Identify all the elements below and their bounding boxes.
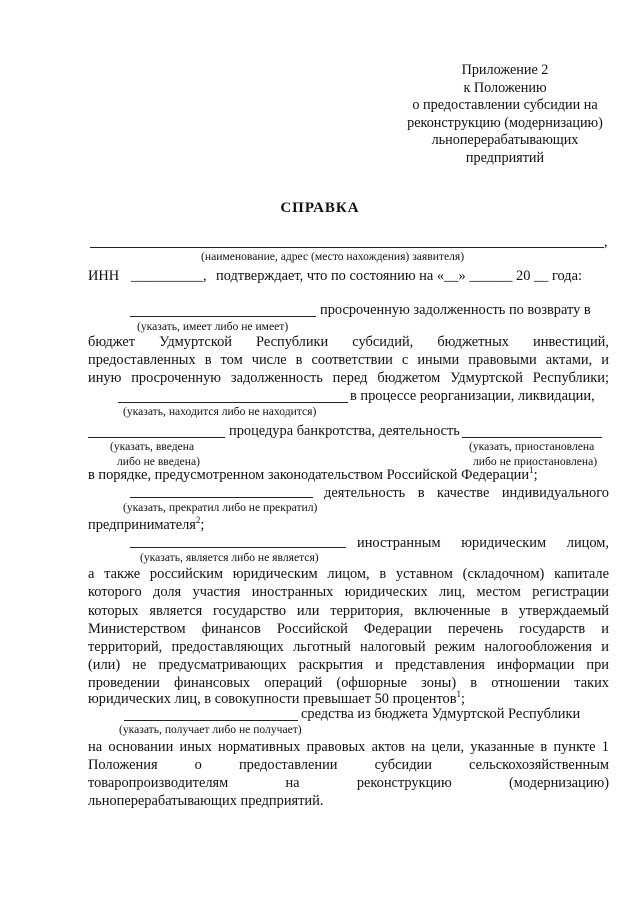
item4-line: Министерством финансов Российской Федерации перечень государств и bbox=[88, 621, 609, 637]
annex-line: к Положению bbox=[463, 79, 547, 96]
item1-line: предоставленных в том числе в соответствии с иными правовыми актами, и bbox=[88, 352, 609, 368]
applicant-end-mark: , bbox=[604, 234, 608, 250]
item4-line: (или) не предусматривающих раскрытия и представления информации при bbox=[88, 657, 609, 673]
item5-last-line: льноперерабатывающих предприятий. bbox=[88, 793, 324, 809]
item4-blank bbox=[130, 547, 346, 548]
annex-block bbox=[380, 62, 630, 168]
item2-blank-left bbox=[88, 437, 225, 438]
item5-line: на основании иных нормативных правовых актов на цели, указанные в пункте 1 bbox=[88, 739, 609, 755]
item4-last-text: юридических лиц, в совокупности превышает 50 процентов bbox=[88, 691, 457, 707]
annex-line: реконструкцию (модернизацию) bbox=[407, 114, 603, 131]
item5-line: товаропроизводителям на реконструкцию (модернизацию) bbox=[88, 775, 609, 791]
applicant-blank bbox=[90, 247, 604, 248]
item1-line: иную просроченную задолженность перед бюджетом Удмуртской Республики; bbox=[88, 370, 609, 386]
footnote-mark: 2 bbox=[195, 515, 201, 526]
item2-line2: процедура банкротства, деятельность bbox=[229, 423, 460, 439]
item2-hint-right: (указать, приостановлена bbox=[469, 440, 595, 453]
item2-line3-text: в порядке, предусмотренном законодательством Российской Федерации bbox=[88, 467, 530, 483]
item1-hint: (указать, имеет либо не имеет) bbox=[137, 320, 289, 333]
item2-hint-left: (указать, введена bbox=[110, 440, 195, 453]
item4-line: которого доля участия иностранных юридических лиц, местом регистрации bbox=[88, 584, 609, 600]
item4-last-end: ; bbox=[461, 691, 466, 707]
item3-line2 bbox=[88, 517, 204, 534]
item2-text: в процессе реорганизации, ликвидации, bbox=[350, 388, 595, 404]
item1-text: просроченную задолженность по возврату в bbox=[320, 302, 591, 318]
item3-blank bbox=[130, 497, 313, 498]
annex-line: предприятий bbox=[465, 149, 545, 166]
item1-line: бюджет Удмуртской Республики субсидий, бюджетных инвестиций, bbox=[88, 334, 609, 350]
item5-text: средства из бюджета Удмуртской Республики bbox=[301, 706, 581, 722]
item2-hint-left: либо не введена) bbox=[117, 455, 200, 468]
item4-line: проведении финансовых операций (офшорные зоны) в отношении таких bbox=[88, 675, 609, 691]
annex-line: о предоставлении субсидии на bbox=[412, 97, 598, 114]
item5-hint: (указать, получает либо не получает) bbox=[119, 723, 302, 736]
item2-line3 bbox=[88, 467, 538, 484]
footnote-mark: 1 bbox=[529, 465, 534, 476]
item2-line3-end: ; bbox=[533, 467, 538, 483]
item2-blank bbox=[118, 402, 348, 403]
item4-line: территорий, предоставляющих льготный налоговый режим налогообложения и bbox=[88, 639, 609, 655]
item3-line2-end: ; bbox=[200, 517, 205, 533]
item4-line: которых является государство или территория, включенные в утверждаемый bbox=[88, 603, 609, 619]
inn-blank: __________, bbox=[131, 268, 207, 284]
item2-hint-right: либо не приостановлена) bbox=[473, 455, 598, 468]
annex-line: льноперерабатывающих bbox=[431, 132, 579, 149]
footnote-mark: 1 bbox=[456, 689, 462, 700]
item2-hint: (указать, находится либо не находится) bbox=[123, 405, 317, 418]
item3-line2-text: предпринимателя bbox=[88, 517, 196, 533]
document-title: СПРАВКА bbox=[280, 200, 360, 216]
item5-blank bbox=[124, 720, 298, 721]
applicant-hint: (наименование, адрес (место нахождения) заявителя) bbox=[201, 250, 465, 263]
item5-line: Положения о предоставлении субсидии сельскохозяйственным bbox=[88, 757, 609, 773]
item4-line: а также российским юридическим лицом, в уставном (складочном) капитале bbox=[88, 566, 609, 582]
item4-hint: (указать, является либо не является) bbox=[140, 551, 319, 564]
item3-text: деятельность в качестве индивидуального bbox=[324, 485, 609, 501]
item3-hint: (указать, прекратил либо не прекратил) bbox=[123, 501, 318, 514]
inn-label: ИНН bbox=[88, 268, 120, 284]
annex-line: Приложение 2 bbox=[461, 62, 549, 78]
item2-blank-right bbox=[462, 437, 602, 438]
item4-text: иностранным юридическим лицом, bbox=[357, 535, 609, 551]
item1-blank bbox=[130, 316, 316, 317]
inn-text: подтверждает, что по состоянию на «__» ______ 20 __ года: bbox=[216, 268, 583, 284]
